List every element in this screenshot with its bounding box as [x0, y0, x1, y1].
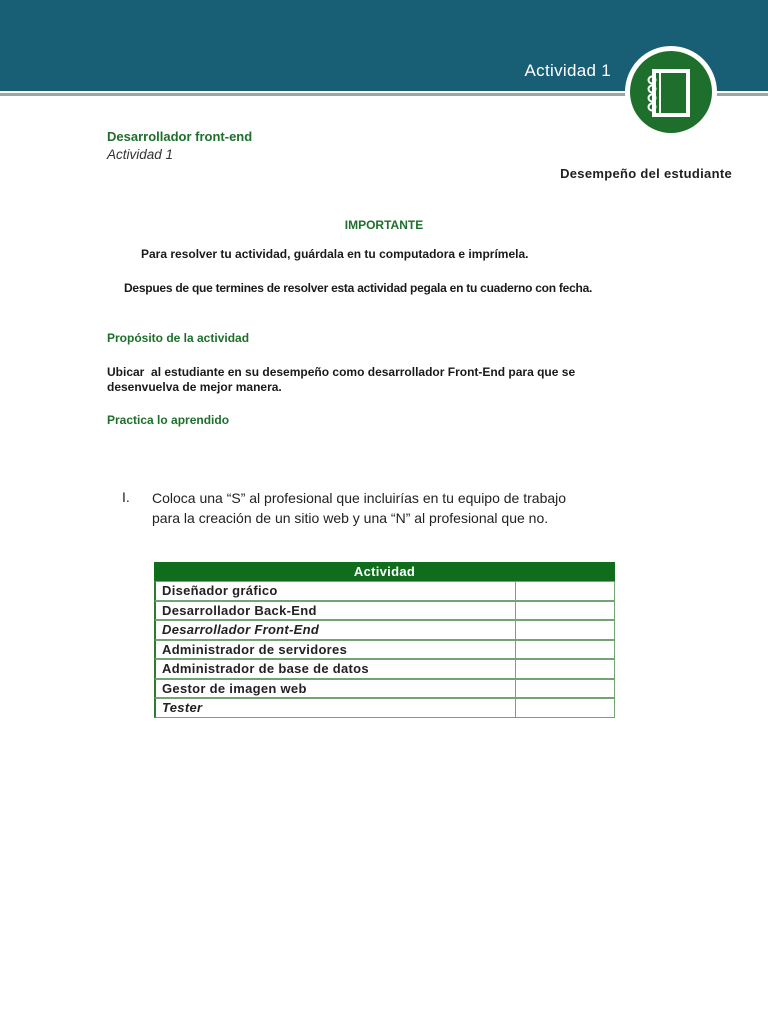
activity-badge	[625, 46, 717, 138]
table-row	[154, 601, 615, 621]
notebook-icon	[630, 51, 712, 133]
instruction-note-save: Para resolver tu actividad, guárdala en tu computadora e imprímela.	[141, 247, 529, 261]
table-row	[154, 620, 615, 640]
role-name: Desarrollador Front-End	[154, 620, 516, 640]
role-name: Diseñador gráfico	[154, 581, 516, 601]
answer-cell[interactable]	[515, 601, 615, 621]
role-name: Gestor de imagen web	[154, 679, 516, 699]
table-row	[154, 679, 615, 699]
purpose-text	[107, 365, 607, 395]
question-number: I.	[122, 489, 130, 505]
performance-label: Desempeño del estudiante	[560, 166, 732, 181]
answer-cell[interactable]	[515, 581, 615, 601]
purpose-line-2: desenvuelva de mejor manera.	[107, 380, 282, 394]
table-row	[154, 640, 615, 660]
role-name: Tester	[154, 698, 516, 718]
purpose-line-1: Ubicar al estudiante en su desempeño como desarrollador Front-End para que se	[107, 365, 576, 379]
answer-cell[interactable]	[515, 640, 615, 660]
instruction-note-paste: Despues de que termines de resolver esta actividad pegala en tu cuaderno con fecha.	[124, 281, 593, 295]
course-title: Desarrollador front-end	[107, 129, 253, 144]
table-row	[154, 659, 615, 679]
activity-table	[154, 562, 615, 718]
table-row	[154, 581, 615, 601]
question-line-1: Coloca una “S” al profesional que incluirías en tu equipo de trabajo	[152, 490, 567, 506]
answer-cell[interactable]	[515, 659, 615, 679]
role-name: Administrador de servidores	[154, 640, 516, 660]
table-header: Actividad	[154, 562, 615, 581]
answer-cell[interactable]	[515, 620, 615, 640]
answer-cell[interactable]	[515, 698, 615, 718]
question-text	[152, 489, 642, 528]
question-line-2: para la creación de un sitio web y una “N” al profesional que no.	[152, 509, 549, 526]
header-title: Actividad 1	[524, 61, 611, 80]
purpose-heading: Propósito de la actividad	[107, 331, 250, 345]
course-subtitle: Actividad 1	[107, 147, 174, 162]
role-name: Desarrollador Back-End	[154, 601, 516, 621]
important-heading: IMPORTANTE	[344, 218, 424, 232]
table-row	[154, 698, 615, 718]
practice-heading: Practica lo aprendido	[107, 413, 230, 427]
answer-cell[interactable]	[515, 679, 615, 699]
role-name: Administrador de base de datos	[154, 659, 516, 679]
